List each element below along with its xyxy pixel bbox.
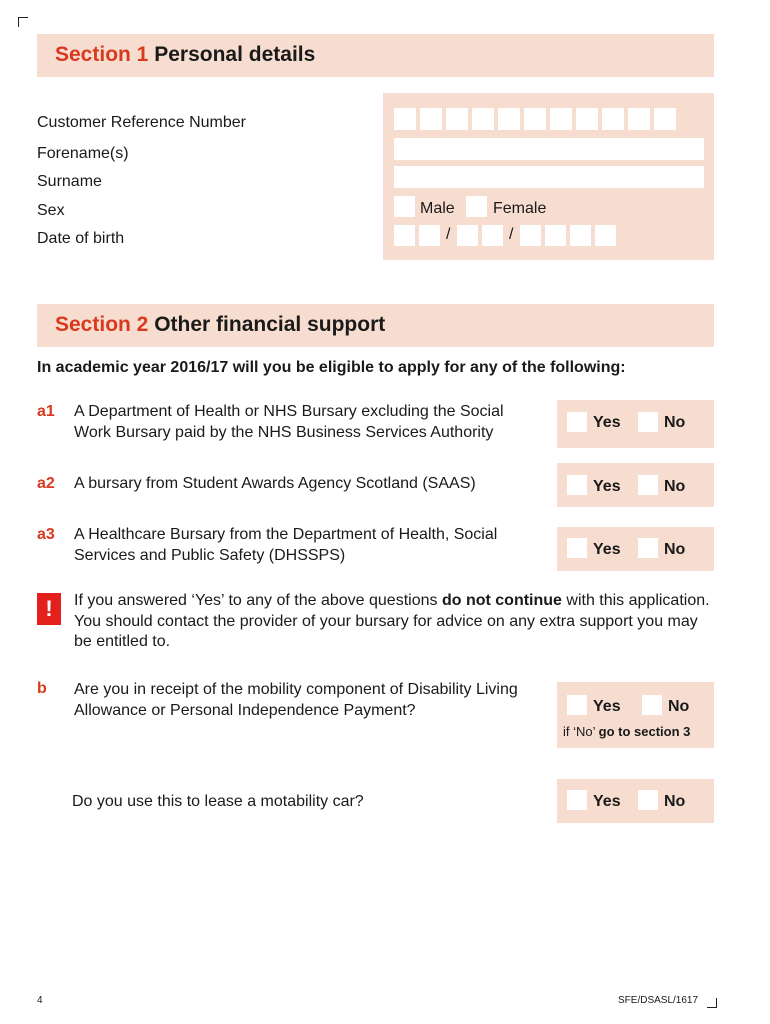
question-b-answer-panel [557,682,714,748]
alert-message-emphasis: do not continue [441,592,562,609]
question-a3-text: A Healthcare Bursary from the Department of Health, Social Services and Public Safety (DHSSPS) [74,526,498,564]
sex-female-label: Female [493,200,547,217]
crop-mark-top-left [18,17,28,27]
crn-digit-box[interactable] [524,108,546,130]
question-a1-no-label: No [664,414,686,431]
forename-field[interactable] [394,138,704,160]
motability-no-label: No [664,793,686,810]
crn-digit-box[interactable] [576,108,598,130]
crop-mark-bottom-right [707,998,717,1008]
question-a2-no-label: No [664,478,686,495]
section-2-title [55,313,385,337]
crn-digit-box[interactable] [654,108,676,130]
question-b-yes-label: Yes [593,698,621,715]
section-1-title-text: Personal details [154,43,316,66]
crn-digit-box[interactable] [446,108,468,130]
question-a1-yes-checkbox[interactable] [567,412,587,432]
question-b-no-label: No [668,698,690,715]
question-a2-no-checkbox[interactable] [638,475,658,495]
dob-label: Date of birth [37,230,125,247]
sex-male-label: Male [420,200,455,217]
motability-yes-checkbox[interactable] [567,790,587,810]
question-a3-no-label: No [664,541,686,558]
crn-digit-box[interactable] [498,108,520,130]
crn-digit-box[interactable] [602,108,624,130]
crn-label: Customer Reference Number [37,114,246,131]
section-1-number: Section 1 [55,43,149,66]
question-a1-answer-panel [557,400,714,448]
question-a1-no-checkbox[interactable] [638,412,658,432]
crn-digit-box[interactable] [628,108,650,130]
question-b-note-emphasis: go to section 3 [598,724,691,739]
alert-message-start: If you answered ‘Yes’ to any of the above questions [74,592,442,609]
personal-details-panel [383,93,714,260]
question-a3-yes-label: Yes [593,541,621,558]
question-b-note-start: if ‘No’ [563,724,599,739]
crn-digit-box[interactable] [394,108,416,130]
section-1-header [37,34,714,77]
section-2-title-text: Other financial support [154,313,386,336]
question-b-text: Are you in receipt of the mobility component of Disability Living Allowance or Personal Independence Payment? [74,681,518,719]
warning-icon: ! [37,593,61,625]
motability-no-checkbox[interactable] [638,790,658,810]
motability-answer-panel [557,779,714,823]
surname-field[interactable] [394,166,704,188]
dob-year-box[interactable] [570,225,591,246]
page-number: 4 [37,995,43,1006]
dob-year-box[interactable] [595,225,616,246]
dob-year-box[interactable] [545,225,566,246]
crn-digit-box[interactable] [472,108,494,130]
question-a1-label: a1 [37,403,55,420]
section-1-title [55,43,315,67]
sex-male-checkbox[interactable] [394,196,415,217]
dob-separator: / [446,226,451,243]
question-a2-yes-label: Yes [593,478,621,495]
form-code: SFE/DSASL/1617 [618,995,699,1006]
surname-label: Surname [37,173,102,190]
question-a2-yes-checkbox[interactable] [567,475,587,495]
section-2-intro: In academic year 2016/17 will you be eligible to apply for any of the following: [37,359,626,376]
section-2-header [37,304,714,347]
question-b-note [563,724,690,739]
crn-digit-box[interactable] [550,108,572,130]
question-a2-label: a2 [37,475,55,492]
dob-day-box[interactable] [419,225,440,246]
forename-label: Forename(s) [37,145,129,162]
dob-year-box[interactable] [520,225,541,246]
alert-message-end: with this application. You should contact the provider of your bursary for advice on any extra support you may be entitled to. [74,592,710,650]
question-b-no-checkbox[interactable] [642,695,662,715]
crn-digit-box[interactable] [420,108,442,130]
dob-separator: / [509,226,514,243]
sex-label: Sex [37,202,65,219]
question-a1-text: A Department of Health or NHS Bursary excluding the Social Work Bursary paid by the NHS Business Services Authority [74,403,504,441]
question-a3-answer-panel [557,527,714,571]
dob-day-box[interactable] [394,225,415,246]
question-a2-answer-panel [557,463,714,507]
question-a3-yes-checkbox[interactable] [567,538,587,558]
dob-month-box[interactable] [482,225,503,246]
question-a3-label: a3 [37,526,55,543]
dob-month-box[interactable] [457,225,478,246]
section-2-number: Section 2 [55,313,149,336]
alert-message [74,591,714,653]
motability-yes-label: Yes [593,793,621,810]
motability-question-text: Do you use this to lease a motability car? [72,793,364,810]
question-a2-text: A bursary from Student Awards Agency Scotland (SAAS) [74,475,476,492]
question-b-label: b [37,680,47,697]
sex-female-checkbox[interactable] [466,196,487,217]
question-a1-yes-label: Yes [593,414,621,431]
question-b-yes-checkbox[interactable] [567,695,587,715]
question-a3-no-checkbox[interactable] [638,538,658,558]
